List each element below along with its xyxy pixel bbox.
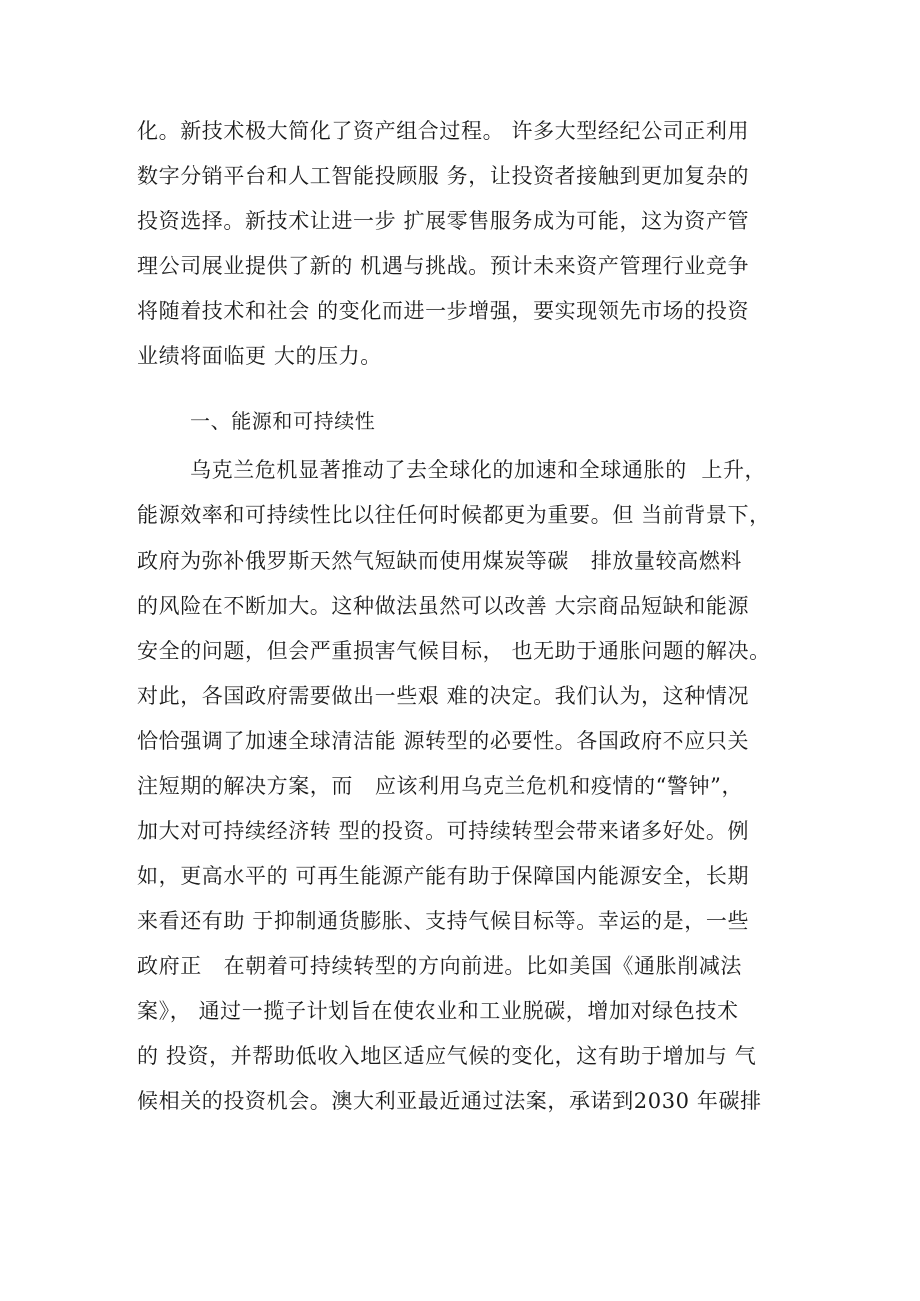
paragraph-1-line-5: 将随着技术和社会 的变化而进一步增强，要实现领先市场的投资 bbox=[137, 299, 750, 323]
paragraph-1-line-2: 数字分销平台和人工智能投顾服 务，让投资者接触到更加复杂的 bbox=[137, 164, 750, 188]
paragraph-2-line-8: 注短期的解决方案，而 应该利用乌克兰危机和疫情的“警钟”， bbox=[137, 774, 744, 798]
paragraph-2-line-9: 加大对可持续经济转 型的投资。可持续转型会带来诸多好处。例 bbox=[137, 819, 750, 843]
paragraph-2-line-12: 政府正 在朝着可持续转型的方向前进。比如美国《通胀削减法 bbox=[137, 954, 743, 978]
paragraph-2-line-3: 政府为弥补俄罗斯天然气短缺而使用煤炭等碳 排放量较高燃料 bbox=[137, 549, 743, 573]
paragraph-2-line-5: 安全的问题，但会严重损害气候目标， 也无助于通胀问题的解决。 bbox=[137, 639, 771, 663]
paragraph-2-line-6: 对此，各国政府需要做出一些艰 难的决定。我们认为，这种情况 bbox=[137, 684, 750, 708]
paragraph-2-line-7: 恰恰强调了加速全球清洁能 源转型的必要性。各国政府不应只关 bbox=[137, 729, 750, 753]
paragraph-2-line-4: 的风险在不断加大。这种做法虽然可以改善 大宗商品短缺和能源 bbox=[137, 594, 750, 618]
paragraph-1-line-6: 业绩将面临更 大的压力。 bbox=[137, 344, 382, 368]
paragraph-2-line-14: 的 投资，并帮助低收入地区适应气候的变化，这有助于增加与 气 bbox=[137, 1044, 757, 1068]
paragraph-1-line-3: 投资选择。新技术让进一步 扩展零售服务成为可能，这为资产管 bbox=[137, 209, 750, 233]
paragraph-2-line-1: 乌克兰危机显著推动了去全球化的加速和全球通胀的 上升， bbox=[190, 458, 767, 482]
paragraph-2-line-10: 如，更高水平的 可再生能源产能有助于保障国内能源安全，长期 bbox=[137, 864, 750, 888]
paragraph-1-line-4: 理公司展业提供了新的 机遇与挑战。预计未来资产管理行业竞争 bbox=[137, 254, 750, 278]
section-heading: 一、能源和可持续性 bbox=[190, 409, 376, 433]
paragraph-2-line-11: 来看还有助 于抑制通货膨胀、支持气候目标等。幸运的是，一些 bbox=[137, 909, 750, 933]
paragraph-2-line-13: 案》， 通过一揽子计划旨在使农业和工业脱碳，增加对绿色技术 bbox=[137, 999, 739, 1023]
paragraph-2-line-2: 能源效率和可持续性比以往任何时候都更为重要。但 当前背景下， bbox=[137, 503, 771, 527]
paragraph-1-line-1: 化。新技术极大简化了资产组合过程。 许多大型经纪公司正利用 bbox=[137, 119, 750, 143]
paragraph-2-line-15: 候相关的投资机会。澳大利亚最近通过法案，承诺到2030 年碳排 bbox=[137, 1089, 762, 1113]
